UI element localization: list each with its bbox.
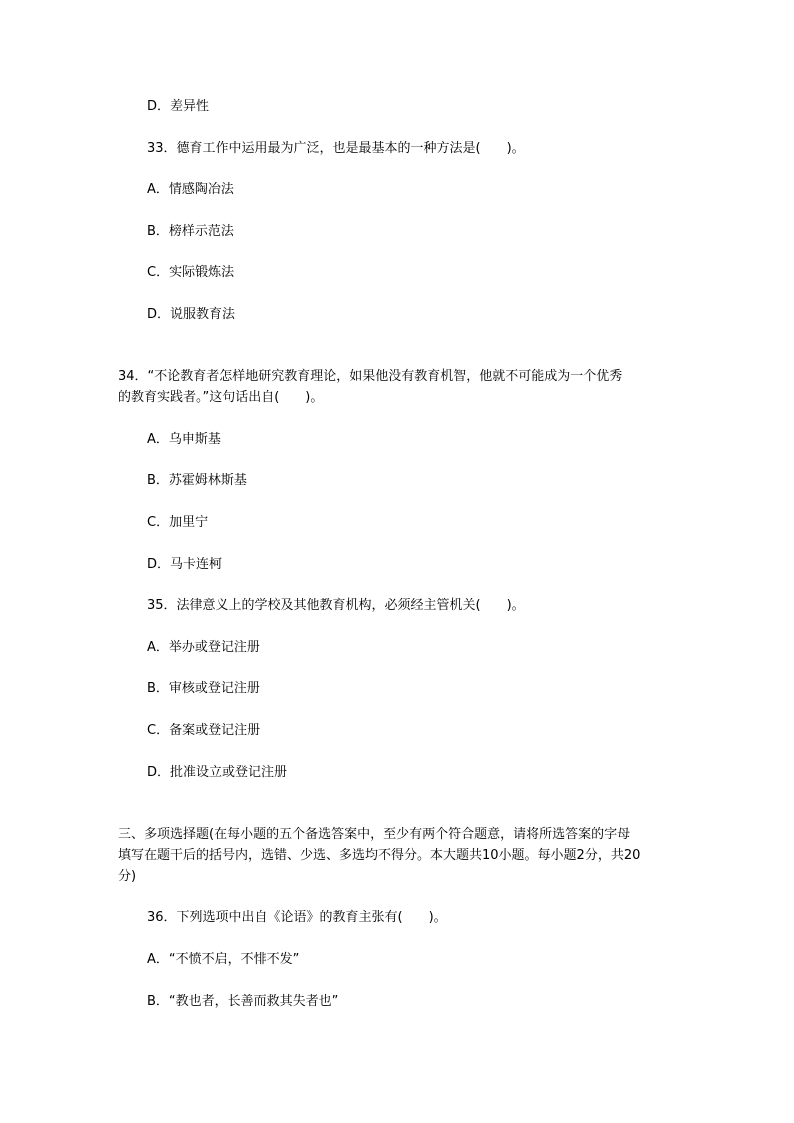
section3-heading-line1: 三、多项选择题(在每小题的五个备选答案中，至少有两个符合题意，请将所选答案的字母 (118, 827, 631, 842)
q34-option-d: D．马卡连柯 (147, 557, 223, 572)
q35-option-c: C．备案或登记注册 (147, 723, 261, 738)
q34-option-a: A．乌申斯基 (147, 432, 221, 447)
q33-option-b: B．榜样示范法 (147, 224, 234, 239)
q34-stem-line1: 34．“不论教育者怎样地研究教育理论，如果他没有教育机智，他就不可能成为一个优秀 (118, 369, 623, 384)
q33-option-a: A．情感陶冶法 (147, 182, 234, 197)
section3-heading-line2: 填写在题干后的括号内，选错、少选、多选均不得分。本大题共10小题。每小题2分，共20 (118, 848, 641, 863)
q36-option-a: A．“不愤不启，不悱不发” (147, 952, 300, 967)
q34-option-b: B．苏霍姆林斯基 (147, 473, 247, 488)
section3-heading-line3: 分) (118, 869, 137, 884)
q35-stem: 35．法律意义上的学校及其他教育机构，必须经主管机关( )。 (147, 598, 525, 613)
q35-option-a: A．举办或登记注册 (147, 640, 260, 655)
q35-option-d: D．批准设立或登记注册 (147, 765, 288, 780)
q34-option-c: C．加里宁 (147, 515, 209, 530)
q34-stem-line2: 的教育实践者。”这句话出自( )。 (118, 390, 324, 405)
q36-option-b: B．“教也者，长善而救其失者也” (147, 994, 339, 1009)
q33-option-c: C．实际锻炼法 (147, 265, 235, 280)
q33-stem: 33．德育工作中运用最为广泛，也是最基本的一种方法是( )。 (147, 141, 525, 156)
q35-option-b: B．审核或登记注册 (147, 681, 260, 696)
q32-option-d: D．差异性 (147, 99, 210, 114)
q33-option-d: D．说服教育法 (147, 307, 236, 322)
q36-stem: 36．下列选项中出自《论语》的教育主张有( )。 (147, 910, 447, 925)
